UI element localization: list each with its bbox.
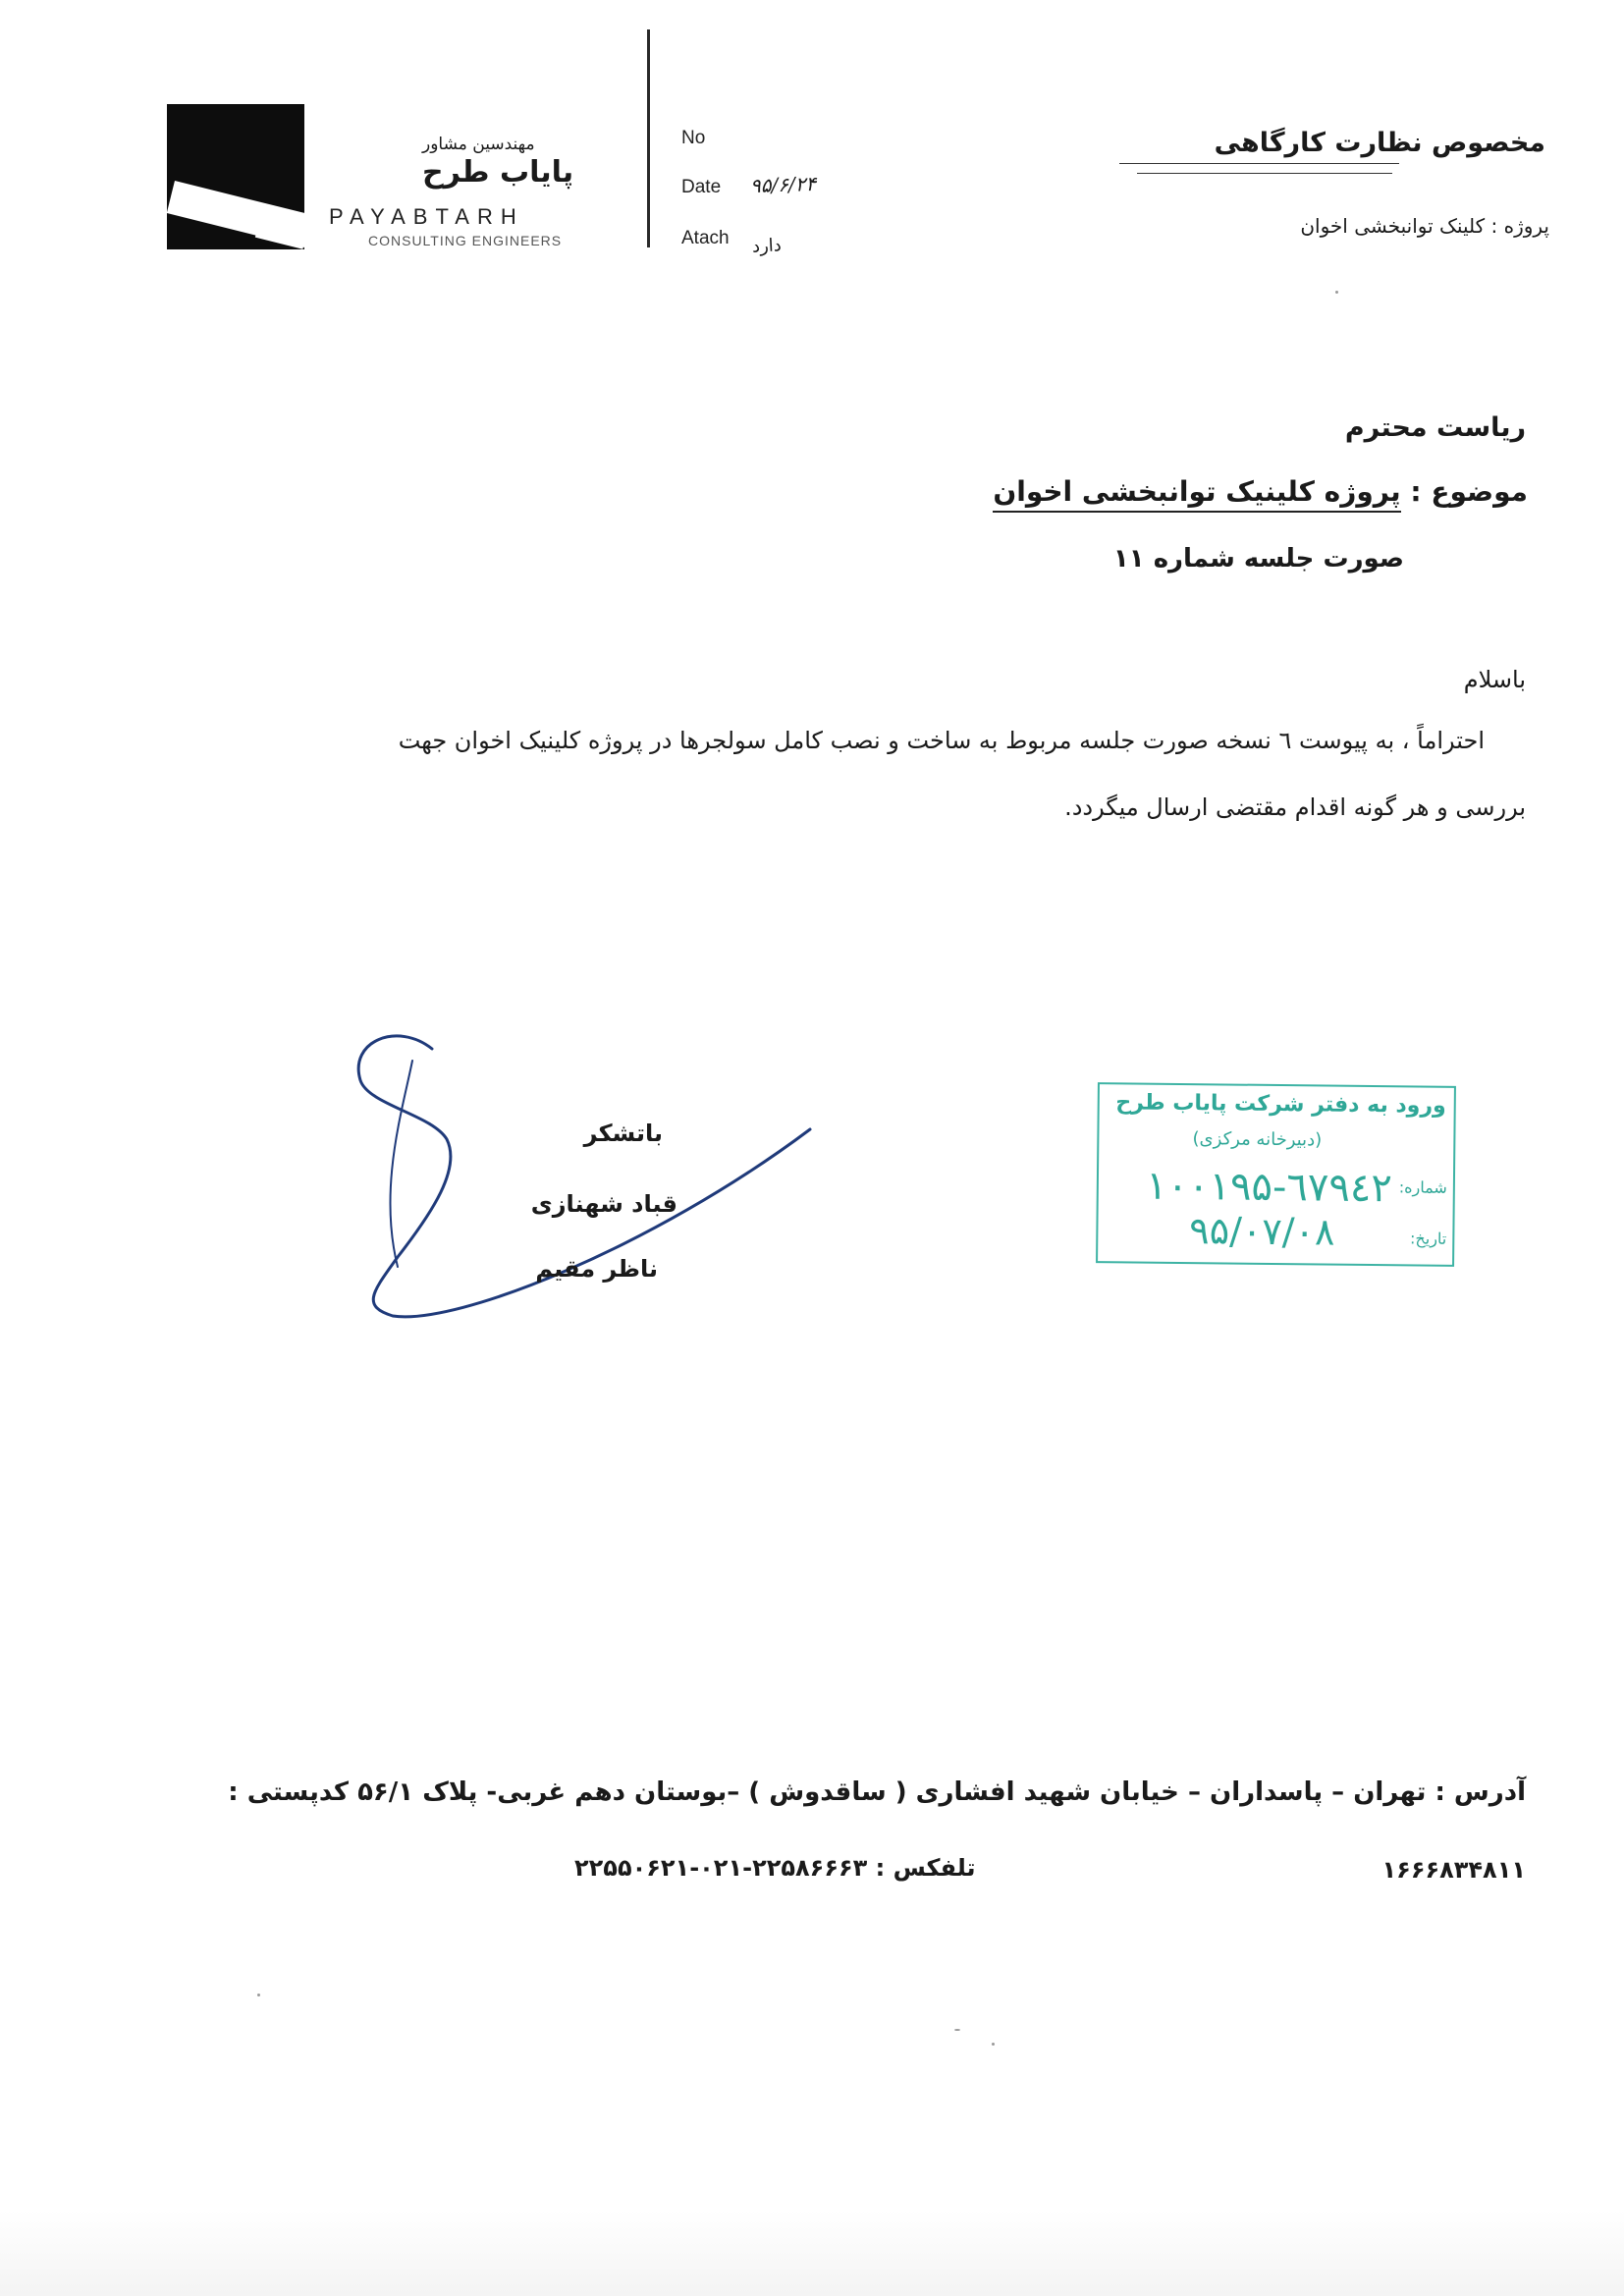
signer-title: ناظر مقیم [535,1255,658,1283]
paragraph-line-2: بررسی و هر گونه اقدام مقتضی ارسال میگردد. [1064,793,1526,821]
firm-name-english: PAYABTARH [329,204,524,229]
telefax-numbers: تلفکس : ۲۲۵۸۶۶۶۳-۰۲۱-۲۲۵۵۰۶۲۱ [574,1854,976,1882]
company-logo [167,104,304,249]
thanks-closing: باتشکر [583,1120,663,1147]
signer-name: قباد شهنازی [530,1190,677,1218]
header-divider [647,29,650,247]
date-label: Date [681,177,722,197]
postal-code: ۱۶۶۶۸۳۴۸۱۱ [1381,1856,1526,1884]
received-stamp [1096,1082,1456,1267]
stamp-date-value: ۹۵/۰۷/۰۸ [1189,1209,1335,1254]
recipient: ریاست محترم [1344,412,1526,443]
minutes-title: صورت جلسه شماره ۱۱ [1112,544,1404,574]
date-value: ۹۵/۶/۲۴ [749,171,817,198]
stamp-number-value: ۱۰۰۱۹۵-٦٧٩٤٢ [1145,1163,1393,1212]
greeting: باسلام [1463,666,1526,693]
stamp-number-label: شماره: [1398,1177,1447,1197]
attachment-value: دارد [751,235,783,257]
category-underline [1119,163,1399,164]
scan-bottom-shade [0,2210,1624,2296]
handwritten-signature [339,1021,830,1336]
stamp-date-label: تاریخ: [1409,1229,1447,1248]
firm-subtitle: مهندسین مشاور [422,135,535,154]
document-category-label: مخصوص نظارت کارگاهی [1214,128,1545,158]
scan-speck [992,2043,995,2046]
firm-name-persian: پایاب طرح [422,155,574,190]
project-line: پروژه : کلینک توانبخشی اخوان [1300,214,1549,238]
stamp-subheading: (دبیرخانه مرکزی) [1192,1128,1323,1151]
company-address: آدرس : تهران – پاسداران – خیابان شهید افشاری ( ساقدوش ) –بوستان دهم غربی- پلاک ۵۶/۱ کدپستی : [228,1777,1526,1807]
category-underline-2 [1137,173,1392,174]
scan-speck [1335,291,1338,294]
number-label: No [681,128,706,148]
paragraph-line-1: احتراماً ، به پیوست ٦ نسخه صورت جلسه مربوط به ساخت و نصب کامل سولجرها در پروژه کلینیک اخوان جهت [398,727,1485,754]
attachment-label: Atach [681,228,730,248]
firm-tagline-english: CONSULTING ENGINEERS [368,233,563,248]
subject-label: موضوع : [1410,475,1528,508]
subject-row [993,475,1528,508]
scan-speck [257,1994,260,1996]
subject-value: پروژه کلینیک توانبخشی اخوان [993,475,1400,513]
stamp-heading: ورود به دفتر شرکت پایاب طرح [1115,1090,1446,1119]
scan-speck [954,2029,960,2031]
